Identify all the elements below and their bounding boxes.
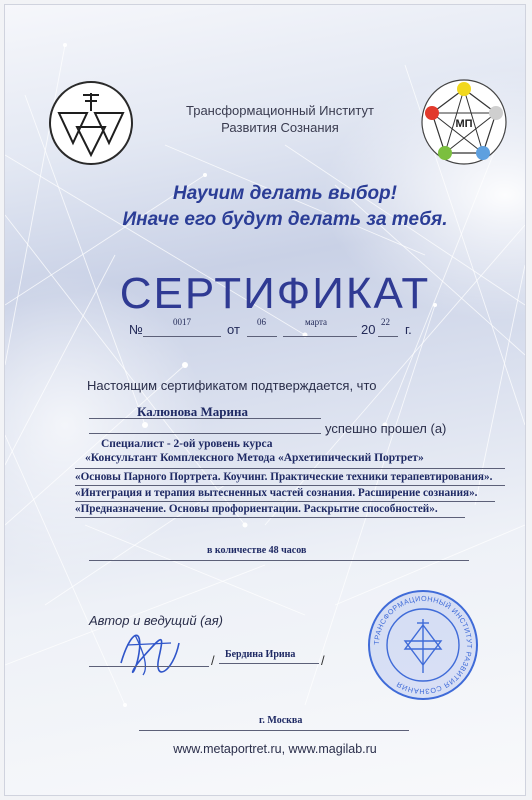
completed-text: успешно прошел (а) bbox=[325, 421, 447, 436]
signature-underline bbox=[89, 666, 209, 667]
institute-seal bbox=[367, 589, 479, 701]
triangle-rune-logo-icon bbox=[47, 79, 135, 167]
course-topic-1: «Основы Парного Портрета. Коучинг. Практические техники терапевтирования». bbox=[75, 471, 493, 483]
pentagram-color-circles-logo-icon bbox=[419, 77, 509, 167]
topics-rule-1 bbox=[75, 468, 505, 469]
course-topic-3: «Предназначение. Основы профориентации. Раскрытие способностей». bbox=[75, 503, 438, 515]
institute-name bbox=[155, 102, 405, 136]
slash-left: / bbox=[211, 653, 215, 668]
hours-underline bbox=[89, 560, 469, 561]
year-label: г. bbox=[405, 322, 412, 337]
slash-right: / bbox=[321, 653, 325, 668]
course-name: «Консультант Комплексного Метода «Архетипический Портрет» bbox=[85, 452, 424, 464]
topics-rule-2 bbox=[75, 485, 505, 486]
signature-icon bbox=[113, 623, 185, 679]
course-hours: в количестве 48 часов bbox=[207, 545, 307, 556]
slogan-line1: Научим делать выбор! bbox=[172, 183, 397, 204]
day-value: 06 bbox=[257, 317, 266, 327]
year-suffix: 22 bbox=[381, 317, 390, 327]
logo-label: МП bbox=[455, 118, 473, 130]
institute-name-line1: Трансформационный Институт bbox=[186, 103, 374, 118]
certificate bbox=[4, 4, 526, 796]
number-label: № bbox=[129, 322, 143, 337]
number-value: 0017 bbox=[173, 317, 191, 327]
confirm-text: Настоящим сертификатом подтверждается, что bbox=[87, 378, 377, 393]
city: г. Москва bbox=[259, 715, 303, 726]
year-prefix: 20 bbox=[361, 322, 376, 337]
course-level: Специалист - 2-ой уровень курса bbox=[101, 438, 273, 450]
websites: www.metaportret.ru, www.magilab.ru bbox=[173, 742, 377, 756]
author-label: Автор и ведущий (ая) bbox=[89, 613, 223, 628]
number-date-line bbox=[129, 316, 429, 340]
from-label: от bbox=[227, 322, 240, 337]
city-underline bbox=[139, 730, 409, 731]
author-name: Бердина Ирина bbox=[225, 649, 296, 660]
topics-rule-4 bbox=[75, 517, 465, 518]
recipient-underline-2 bbox=[89, 433, 321, 434]
recipient-name: Калюнова Марина bbox=[137, 404, 249, 419]
institute-name-line2: Развития Сознания bbox=[221, 120, 339, 135]
month-value: марта bbox=[305, 317, 328, 327]
author-name-underline bbox=[219, 663, 319, 664]
slogan-line2: Иначе его будут делать за тебя. bbox=[122, 209, 448, 230]
seal-text: ТРАНСФОРМАЦИОННЫЙ ИНСТИТУТ РАЗВИТИЯ СОЗНАНИЯ bbox=[371, 593, 475, 697]
course-topic-2: «Интеграция и терапия вытесненных частей сознания. Расширение сознания». bbox=[75, 487, 478, 499]
topics-rule-3 bbox=[75, 501, 495, 502]
certificate-title: СЕРТИФИКАТ bbox=[119, 269, 431, 318]
